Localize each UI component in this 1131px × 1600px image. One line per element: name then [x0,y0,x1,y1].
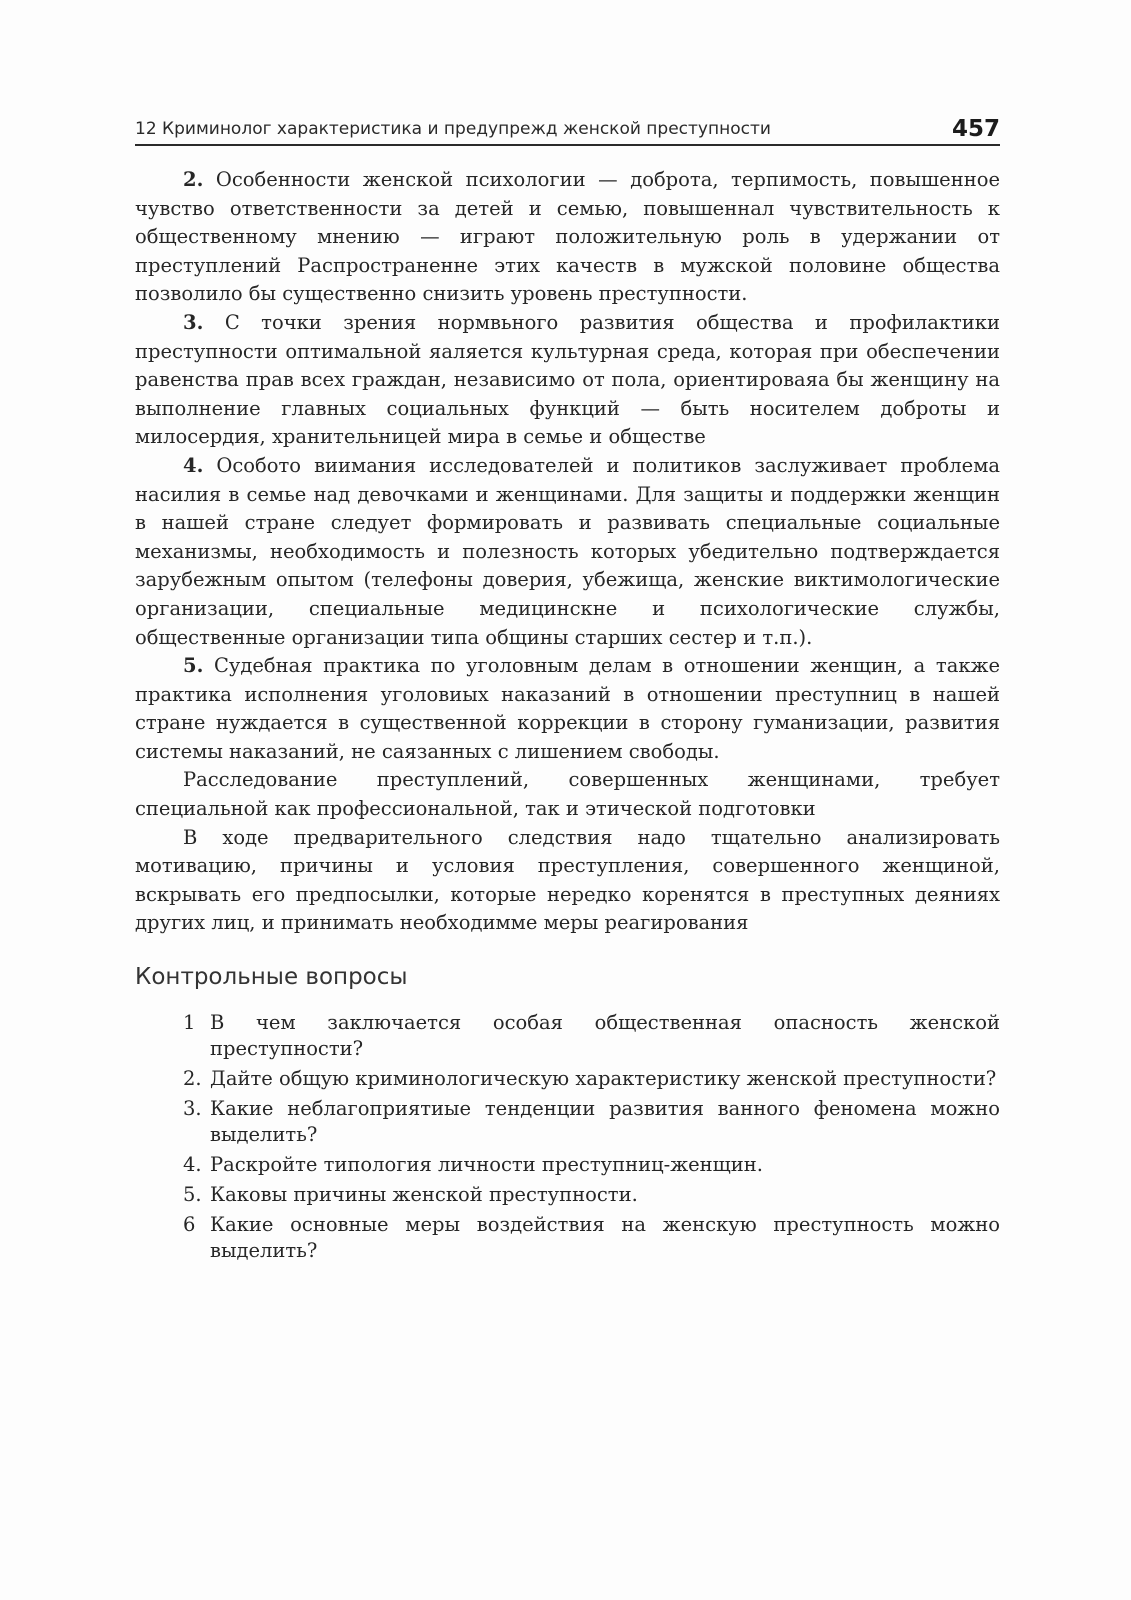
paragraph-text: Расследование преступлений, совершенных женщинами, требует специальной как профессиональной, так и этической подготовки [135,768,1000,821]
question-text: В чем заключается особая общественная опасность женской преступности? [210,1011,1000,1061]
question-text: Каковы причины женской преступности. [210,1183,638,1207]
paragraph-text: Судебная практика по уголовным делам в отношении женщин, а также практика исполнения уголовиых наказаний в отношении преступниц в нашей стране нуждается в существенной коррекции в сторону гуманизации, развития системы наказаний, не саязанных с лишением свободы. [135,654,1000,763]
paragraph-number: 5. [183,654,204,678]
question-text: Дайте общую криминологическую характеристику женской преступности? [210,1067,997,1091]
running-header-title: 12 Криминолог характеристика и предупрежд женской преступности [135,119,771,139]
paragraph-text: В ходе предварительного следствия надо тщательно анализировать мотивацию, причины и условия преступления, совершенного женщиной, вскрывать его предпосылки, которые нередко коренятся в преступных деяниях других лиц, и принимать необходимме меры реагирования [135,825,1000,935]
paragraph [135,652,1000,766]
question-number: 6 [183,1213,196,1237]
running-header [135,110,1000,146]
page-body [135,166,1000,1268]
paragraph-number: 2. [183,168,204,191]
question-number: 1 [183,1011,196,1035]
page-number: 457 [951,116,1000,142]
question-item [135,1182,1000,1208]
paragraph-text: Особото виимания исследователей и политиков заслуживает проблема насилия в семье над девочками и женщинами. Для защиты и поддержки женщин в нашей стране следует формировать и развивать специальные социальные механизмы, необходимость и полезность которых убедительно подтверждается зарубежным опытом (телефоны доверия, убежища, женские виктимологические организации, специальные медицинскне и психологические службы, общественные организации типа общины старших сестер и т.п.). [135,453,1000,649]
questions-list [135,1010,1000,1264]
paragraph-number: 4. [183,453,204,477]
question-item [135,1010,1000,1062]
question-item [135,1066,1000,1092]
paragraph [135,452,1000,652]
paragraph-text: С точки зрения нормвьного развития общества и профилактики преступности оптимальной яаляется культурная среда, которая при обеспечении равенства прав всех граждан, независимо от пола, ориентироваяа бы женщину на выполнение главных социальных функций — быть носителем доброты и милосердия, хранительницей мира в семье и обществе [135,310,1000,449]
question-number: 2. [183,1067,202,1091]
question-number: 5. [183,1183,202,1207]
question-text: Какие неблагоприятиые тенденции развития ванного феномена можно выделить? [210,1097,1000,1147]
question-text: Какие основные меры воздействия на женскую преступность можно выделить? [210,1213,1000,1263]
paragraph [135,824,1000,938]
paragraph-number: 3. [183,310,204,334]
question-item [135,1212,1000,1264]
question-number: 3. [183,1097,202,1121]
paragraph [135,166,1000,309]
section-heading: Контрольные вопросы [135,964,408,991]
question-item [135,1096,1000,1148]
paragraph [135,309,1000,452]
paragraph [135,766,1000,823]
question-item [135,1152,1000,1178]
question-text: Раскройте типология личности преступниц-женщин. [210,1153,763,1177]
question-number: 4. [183,1153,202,1177]
paragraph-text: Особенности женской психологии — доброта, терпимость, повышенное чувство ответственности за детей и семью, повышеннал чувствительность к общественному мнению — играют положительную роль в удержании от преступлений Распространенне этих качеств в мужской половине общества позволило бы существенно снизить уровень преступности. [135,168,1000,306]
